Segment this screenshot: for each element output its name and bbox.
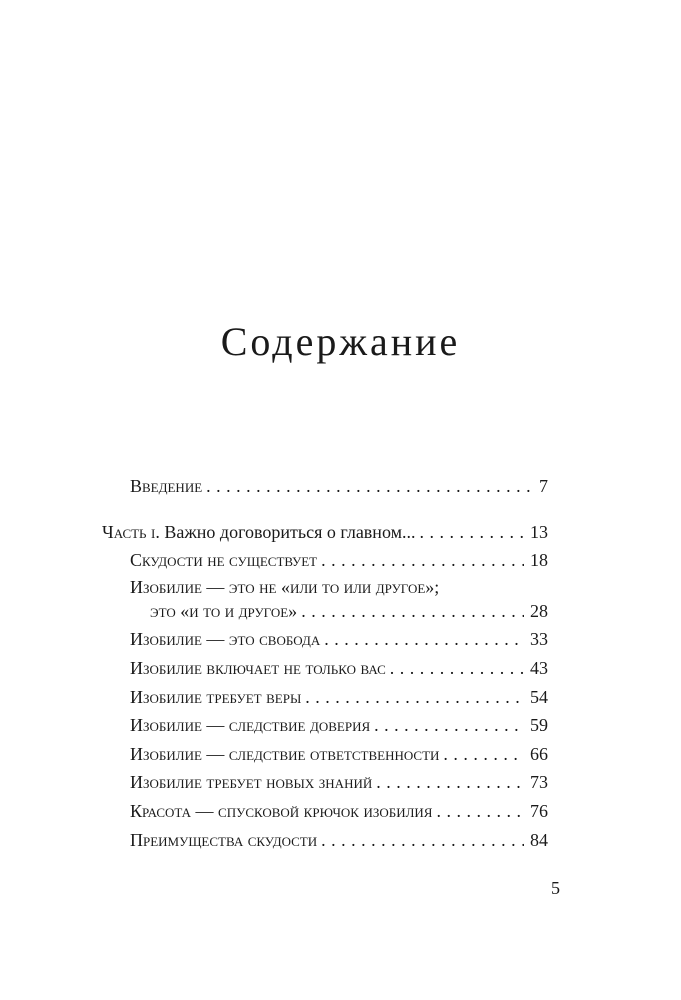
toc-entry-title: Преимущества скудости: [130, 830, 318, 850]
toc-entry-page: 13: [530, 522, 548, 542]
toc-leader-dots: [321, 828, 524, 852]
toc-entry-title-line1: Изобилие — это не «или то или другое»;: [130, 577, 440, 597]
toc-entry: [130, 799, 548, 823]
toc-leader-dots: [206, 474, 533, 498]
toc-entry-page: 18: [530, 550, 548, 570]
toc-entry-title: Изобилие — следствие доверия: [130, 715, 371, 735]
toc-leader-dots: [443, 742, 524, 766]
part-label: Часть i.: [102, 522, 160, 542]
toc-leader-dots: [324, 627, 524, 651]
toc-entry-page: 7: [539, 476, 548, 496]
toc-leader-dots: [374, 713, 524, 737]
toc-leader-dots: [436, 799, 524, 823]
part-title: Важно договориться о главном...: [159, 522, 416, 542]
toc-entry-title: Изобилие включает не только вас: [130, 658, 386, 678]
toc-entry-intro: [130, 474, 548, 498]
toc-entry: [130, 656, 548, 680]
toc-entry-title: Изобилие — следствие ответственности: [130, 744, 440, 764]
toc-entry-title: Введение: [130, 476, 203, 496]
toc-entry-page: 54: [530, 687, 548, 707]
toc-leader-dots: [301, 599, 524, 623]
toc-leader-dots: [305, 685, 524, 709]
toc-leader-dots: [376, 770, 524, 794]
toc-entry-part1: [102, 520, 548, 544]
toc-entry: [130, 685, 548, 709]
toc-entry-title: Красота — спусковой крючок изобилия: [130, 801, 433, 821]
toc-entry: [130, 627, 548, 651]
toc-entry: [130, 742, 548, 766]
toc-entry-title: это «и то и другое»: [150, 601, 298, 621]
toc-entry-page: 84: [530, 830, 548, 850]
toc-entry-title: Изобилие — это свобода: [130, 629, 321, 649]
toc-entry: [130, 828, 548, 852]
toc-entry-title: Изобилие требует новых знаний: [130, 772, 373, 792]
toc-entry-page: 73: [530, 772, 548, 792]
toc-entry-title: [102, 520, 416, 544]
toc-entry-page: 33: [530, 629, 548, 649]
toc-entry-page: 28: [530, 601, 548, 621]
toc-entry: [130, 548, 548, 572]
toc-entry: [130, 770, 548, 794]
toc-entry-page: 43: [530, 658, 548, 678]
toc-leader-dots: [420, 520, 525, 544]
page-title: Содержание: [220, 319, 461, 364]
toc-entry-page: 76: [530, 801, 548, 821]
toc-entry: [130, 713, 548, 737]
toc-entry-title: Скудости не существует: [130, 550, 318, 570]
toc-leader-dots: [390, 656, 524, 680]
toc-entry: [150, 599, 548, 623]
toc-leader-dots: [321, 548, 524, 572]
toc-entry-title: Изобилие требует веры: [130, 687, 302, 707]
page-number: 5: [551, 878, 560, 898]
toc-entry-page: 66: [530, 744, 548, 764]
toc-entry-page: 59: [530, 715, 548, 735]
